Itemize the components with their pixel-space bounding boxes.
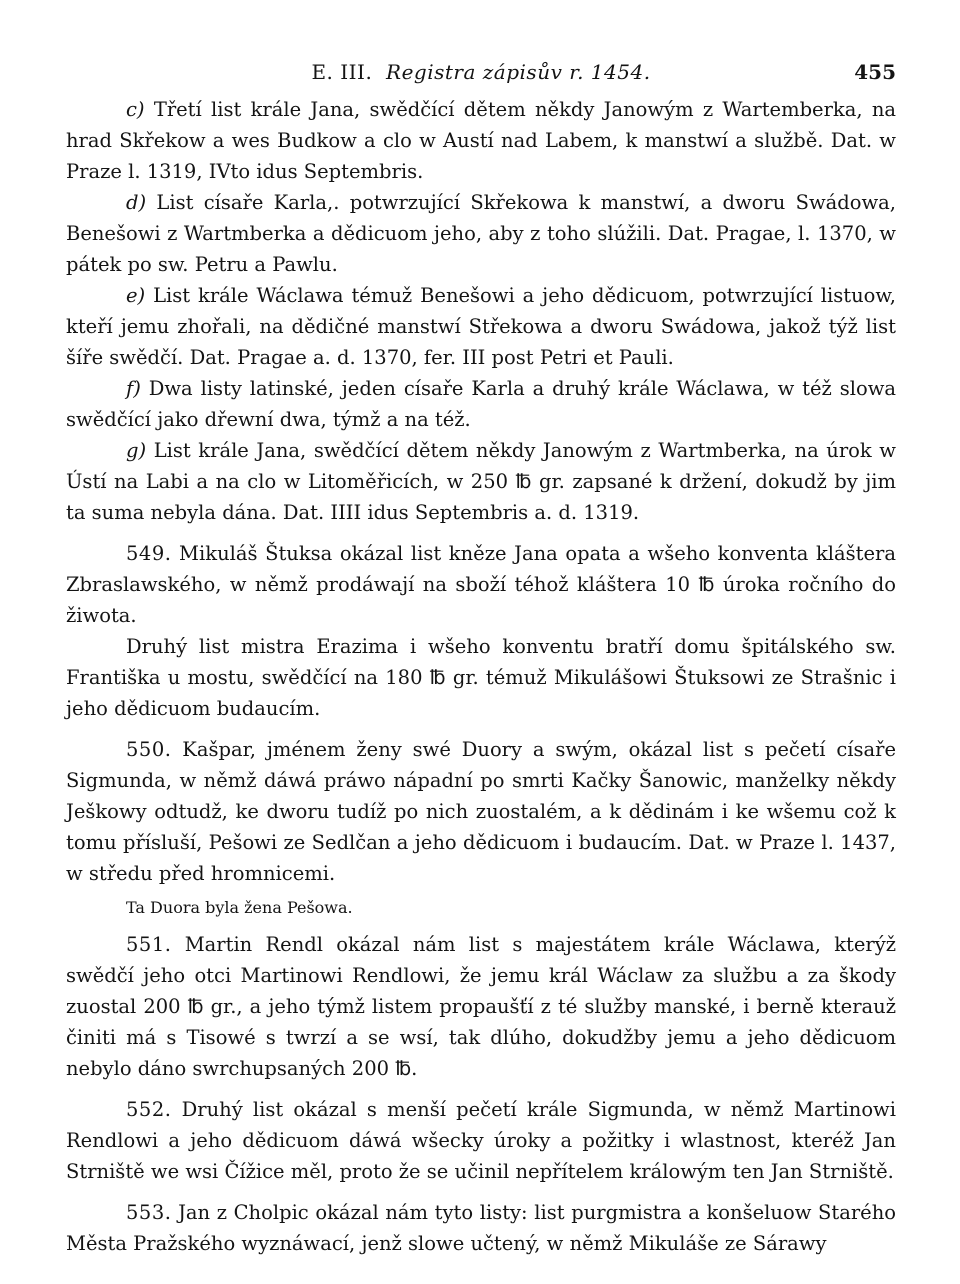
entry-text: Druhý list okázal s menší pečetí krále Sigmunda, w němž Martinowi Rendlowi a jeho dědicuom dáwá wšecky úroky a požitky i wlastnost, kteréž Jan Strniště we wsi Čížice měl, proto že se učinil nepřítelem králowým ten Jan Strniště. (66, 1098, 896, 1183)
entry-label: d) (126, 191, 147, 214)
page-number: 455 (854, 60, 896, 84)
entry-549 (66, 538, 896, 631)
entry-548c (66, 94, 896, 187)
entry-text: Mikuláš Štuksa okázal list kněze Jana opata a wšeho konventa kláštera Zbraslawského, w němž prodáwají na sboží téhož kláštera 10 ℔ úroka ročního do žiwota. (66, 542, 896, 627)
footnote-remark: Ta Duora byla žena Pešowa. (126, 898, 353, 917)
entry-548f (66, 373, 896, 435)
entry-number: 550. (126, 738, 172, 761)
entry-label: g) (126, 439, 147, 462)
entry-number: 553. (126, 1201, 172, 1224)
running-title (66, 58, 896, 86)
entry-label: c) (126, 98, 145, 121)
entry-text: Třetí list krále Jana, swědčící dětem někdy Janowým z Wartemberka, na hrad Skřekow a wes Budkow a clo w Austí nad Labem, k manstwí a službě. Dat. w Praze l. 1319, IVto idus Septembris. (66, 98, 897, 183)
entry-553 (66, 1197, 896, 1259)
entry-text: List krále Wáclawa témuž Benešowi a jeho dědicuom, potwrzující listuow, kteří jemu zhořali, na dědičné manstwí Střekowa a dworu Swádowa, jakož týž list šíře swědčí. Dat. Pragae a. d. 1370, fer. III post Petri et Pauli. (66, 284, 896, 369)
body-text (66, 94, 896, 1259)
entry-text: List císaře Karla,. potwrzující Skřekowa k manstwí, a dworu Swádowa, Benešowi z Wartmberka a dědicuom jeho, aby z toho slúžili. Dat. Pragae, l. 1370, w pátek po sw. Petru a Pawlu. (66, 191, 896, 276)
register-title: Registra zápisův r. 1454. (386, 60, 651, 84)
entry-text: Druhý list mistra Erazima i wšeho konventu bratří domu špitálského sw. Františka u mostu, swědčící na 180 ℔ gr. témuž Mikulášowi Štuksowi ze Strašnic i jeho dědicuom budaucím. (66, 635, 896, 720)
entry-label: e) (126, 284, 146, 307)
document-page (66, 58, 896, 1259)
entry-label: f) (126, 377, 141, 400)
entry-549-second (66, 631, 896, 724)
entry-text: Dwa listy latinské, jeden císaře Karla a druhý krále Wáclawa, w též slowa swědčící jako dřewní dwa, týmž a na též. (66, 377, 897, 431)
entry-number: 552. (126, 1098, 172, 1121)
entry-548e (66, 280, 896, 373)
entry-text: Kašpar, jménem ženy swé Duory a swým, okázal list s pečetí císaře Sigmunda, w němž dáwá práwo nápadní po smrti Kačky Šanowic, manželky někdy Ješkowy odtudž, ke dworu tudíž po nich zuostalém, a k dědinám i ke wšemu což k tomu přísluší, Pešowi ze Sedlčan a jeho dědicuom i budaucím. Dat. w Praze l. 1437, w středu před hromnicemi. (66, 738, 896, 885)
entry-text: Martin Rendl okázal nám list s majestátem krále Wáclawa, kterýž swědčí jeho otci Martinowi Rendlowi, že jemu král Wáclaw za službu a za škody zuostal 200 ℔ gr., a jeho týmž listem propaušťí z té služby manské, i berně kterauž činiti má s Tisowé s twrzí a se wsí, tak dlúho, dokudžby jemu a jeho dědicuom nebylo dáno swrchupsaných 200 ℔. (66, 933, 896, 1080)
entry-number: 549. (126, 542, 172, 565)
series-mark: E. III. (311, 60, 373, 84)
entry-551 (66, 929, 896, 1084)
running-head (66, 58, 896, 94)
entry-548d (66, 187, 896, 280)
entry-550 (66, 734, 896, 889)
entry-text: List krále Jana, swědčící dětem někdy Janowým z Wartmberka, na úrok w Ústí na Labi a na clo w Litoměřicích, w 250 ℔ gr. zapsané k držení, dokudž by jim ta suma nebyla dána. Dat. IIII idus Septembris a. d. 1319. (66, 439, 896, 524)
entry-552 (66, 1094, 896, 1187)
entry-548g (66, 435, 896, 528)
entry-number: 551. (126, 933, 172, 956)
entry-text: Jan z Cholpic okázal nám tyto listy: list purgmistra a konšeluow Starého Města Pražského wyznáwací, jenž slowe učtený, w němž Mikuláše ze Sárawy (66, 1201, 897, 1255)
